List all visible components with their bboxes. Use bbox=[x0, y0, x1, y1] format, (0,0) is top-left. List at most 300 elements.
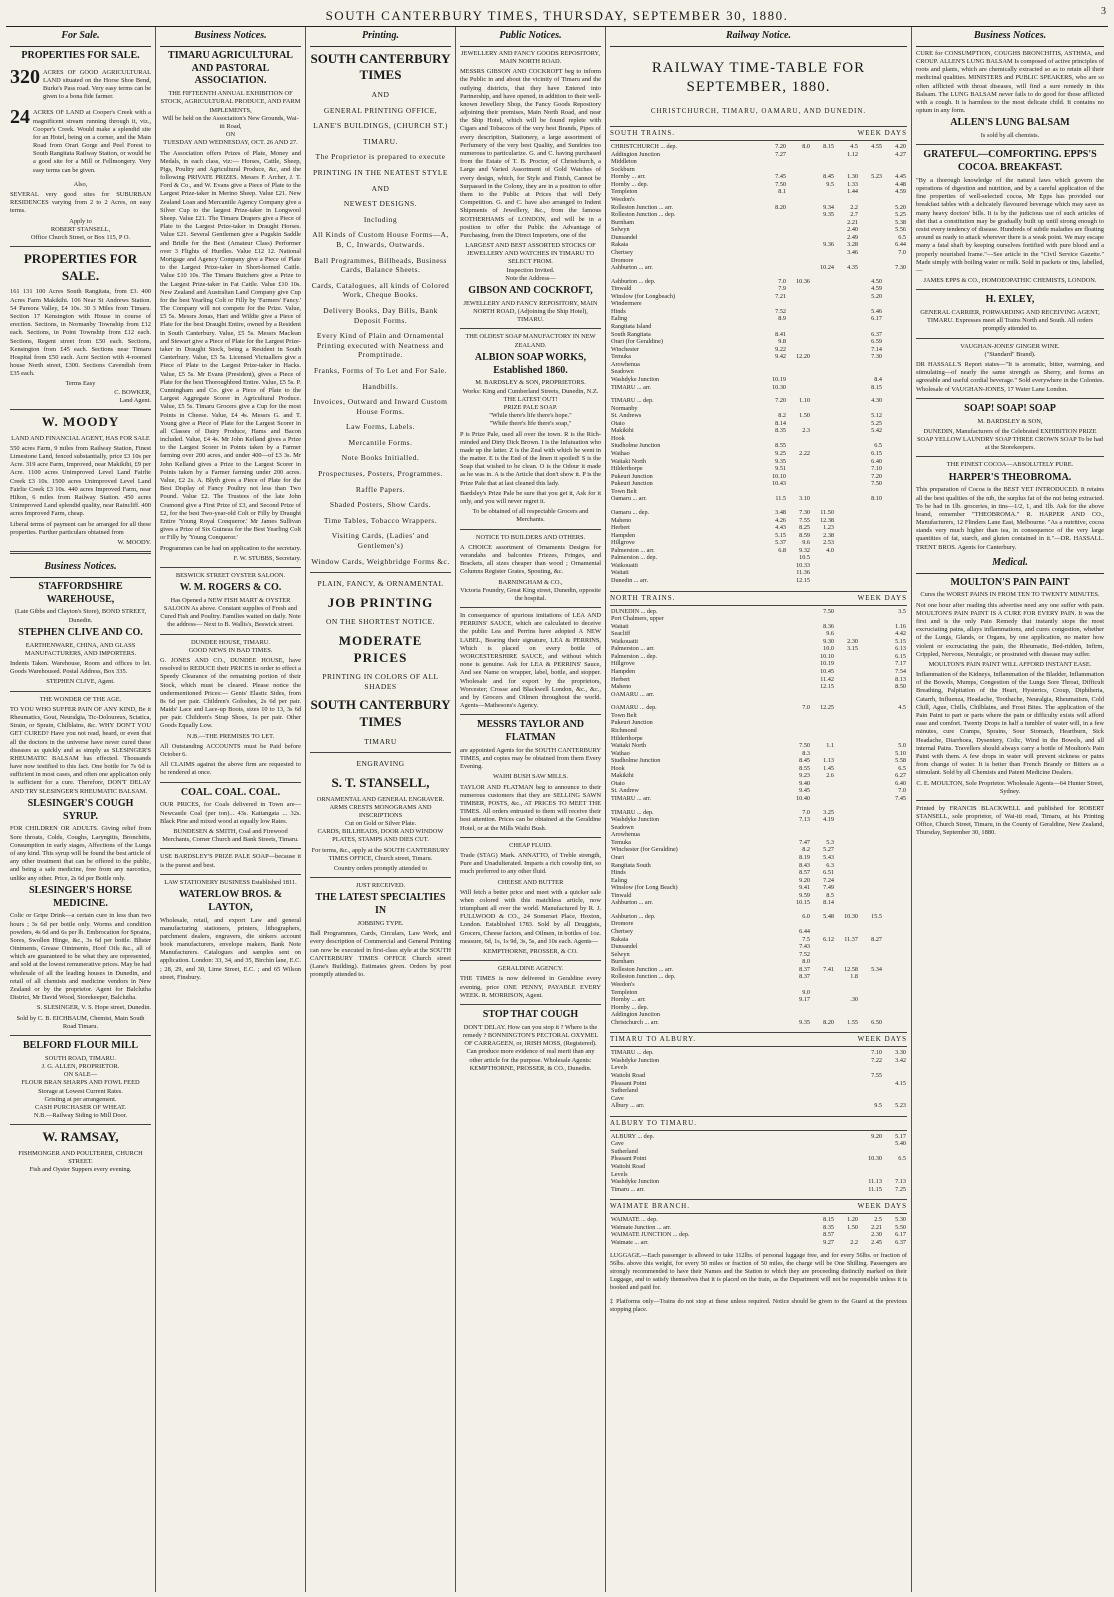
barningham-address: Victoria Foundry, Great King street, Dunedin, opposite the hospital. bbox=[460, 586, 601, 602]
train-time: 7.9 bbox=[778, 285, 786, 293]
train-time bbox=[883, 412, 907, 420]
train-time bbox=[835, 691, 859, 699]
train-time bbox=[787, 241, 811, 249]
train-time bbox=[883, 285, 907, 293]
train-time bbox=[835, 660, 859, 668]
train-time: 4.19 bbox=[823, 816, 834, 824]
timetable-row bbox=[610, 735, 907, 743]
train-time: 2.45 bbox=[871, 1238, 882, 1246]
train-time bbox=[859, 1095, 883, 1103]
column-public-notices bbox=[456, 27, 606, 1592]
timetable-row bbox=[610, 420, 907, 428]
train-time bbox=[763, 368, 787, 376]
train-time: 2.53 bbox=[823, 539, 834, 547]
train-time: 9.23 bbox=[799, 772, 810, 780]
train-time bbox=[787, 653, 811, 661]
printing-item: All Kinds of Custom House Forms—A, B, C, Inwards, Outwards. bbox=[312, 230, 449, 249]
train-time: 1.45 bbox=[823, 764, 834, 772]
timetable-row bbox=[610, 691, 907, 699]
train-time bbox=[835, 308, 859, 316]
station-name: Rakaia bbox=[611, 241, 629, 249]
train-time bbox=[763, 577, 787, 585]
latest-specialties: THE LATEST SPECIALTIES IN bbox=[315, 892, 446, 917]
train-time bbox=[883, 869, 907, 877]
train-time bbox=[835, 384, 859, 392]
printing-item: Shaded Posters, Show Cards. bbox=[329, 500, 432, 510]
agri-schedule: Programmes can be had on application to the secretary. bbox=[160, 544, 302, 552]
train-time bbox=[883, 532, 907, 540]
timetable-row bbox=[610, 143, 907, 151]
train-time: 8.9 bbox=[778, 315, 786, 323]
train-time bbox=[835, 757, 859, 765]
timetable-row bbox=[610, 488, 907, 496]
train-time: 5.23 bbox=[871, 173, 882, 181]
train-time: 8.27 bbox=[871, 935, 882, 943]
train-time: 10.36 bbox=[796, 277, 810, 285]
train-time: 6.37 bbox=[895, 1238, 906, 1246]
train-time: 7.49 bbox=[823, 884, 834, 892]
train-time: 6.44 bbox=[895, 241, 906, 249]
train-time bbox=[859, 750, 883, 758]
timetable-row bbox=[610, 1224, 907, 1232]
train-time bbox=[859, 884, 883, 892]
train-time bbox=[883, 1019, 907, 1027]
train-time bbox=[811, 831, 835, 839]
train-time bbox=[859, 862, 883, 870]
train-time bbox=[787, 920, 811, 928]
train-time bbox=[859, 892, 883, 900]
train-time: 6.17 bbox=[895, 1231, 906, 1239]
train-time bbox=[883, 712, 907, 720]
cards-label: CARDS, BILLHEADS, DOOR AND WINDOW PLATES, STAMPS AND DIES CUT. bbox=[317, 828, 444, 844]
train-time bbox=[811, 996, 835, 1004]
belford-proprietor: J. G. ALLEN, PROPRIETOR. bbox=[41, 1062, 120, 1070]
train-time: 7.30 bbox=[871, 353, 882, 361]
train-time bbox=[859, 735, 883, 743]
train-time bbox=[835, 772, 859, 780]
timetable-row bbox=[610, 668, 907, 676]
station-name: Otaio bbox=[611, 419, 625, 427]
train-time bbox=[787, 331, 811, 339]
moulton-text: Not one hour after reading this advertise need any one suffer with pain. MOULTON'S PAIN PAINT IS A CURE FOR EVERY PAIN. It was the first and is the only Pain Remedy that instantly stops the most excruciating pains, allays inflammations, and cures congestion, whether of the Lungs, Glands, or Organs, by one application, no matter how violent or excruciating the pain, the Rheumatic, Bed-ridden, Infirm, Crippled, Nervous, Neuralgic, or prostrated with disease may suffer. bbox=[916, 601, 1104, 658]
train-time bbox=[787, 300, 811, 308]
train-time: 4.26 bbox=[775, 516, 786, 524]
train-time bbox=[859, 719, 883, 727]
train-time bbox=[835, 315, 859, 323]
train-time bbox=[835, 787, 859, 795]
train-time bbox=[835, 346, 859, 354]
train-time: 5.58 bbox=[895, 757, 906, 765]
gristing: Gristing at per arrangement. bbox=[44, 1095, 117, 1103]
station-name: TIMARU ... arr. bbox=[611, 383, 652, 391]
train-time: 4.20 bbox=[895, 143, 906, 151]
station-name: Rakaia bbox=[611, 935, 629, 943]
train-time: 7.10 bbox=[871, 1049, 882, 1057]
moody-list: 550 acres Farm, 9 miles from Railway Station, Finest Limestone Land, fenced substantially, price £3 10s per Acre. 319 acre Farm, Improved, near Makikihi, £9 per Acre. 1100 acres Unimproved Level Land Fairlie Creek £3 10s. 1500 acres Unimproved Level Land Fairlie Creek £3 10s. 440 acres Improved Farm, near Hilton, 6 miles from Railway Station. 450 acres Unimproved Land splendid quality, near Raincliff. 400 acres Improved Farm, cheap. bbox=[10, 444, 151, 518]
train-time: 2.3 bbox=[802, 427, 810, 435]
train-time: 7.0 bbox=[802, 704, 810, 712]
train-time bbox=[835, 488, 859, 496]
station-name: Town Belt bbox=[611, 487, 637, 495]
train-time bbox=[835, 300, 859, 308]
timetable-row bbox=[610, 226, 907, 234]
timetable-row bbox=[610, 204, 907, 212]
train-time bbox=[859, 615, 883, 623]
theobroma-heading: HARPER'S THEOBROMA. bbox=[948, 471, 1072, 483]
station-name: Waitati bbox=[611, 622, 629, 630]
train-time bbox=[811, 465, 835, 473]
station-name: Studholme Junction bbox=[611, 757, 661, 765]
timetable-row bbox=[610, 293, 907, 301]
train-time bbox=[883, 1064, 907, 1072]
taylor-text: are appointed Agents for the SOUTH CANTERBURY TIMES, and copies may be obtained from them Every Evening. bbox=[460, 746, 601, 771]
timetable-row bbox=[610, 361, 907, 369]
train-time bbox=[811, 943, 835, 951]
train-time bbox=[859, 554, 883, 562]
station-name: South Rangitata bbox=[611, 330, 651, 338]
train-time bbox=[859, 1064, 883, 1072]
jewellery-heading: JEWELLERY AND FANCY GOODS REPOSITORY, MAIN NORTH ROAD. bbox=[461, 49, 600, 65]
timetable-row bbox=[610, 608, 907, 616]
train-time: 9.41 bbox=[799, 884, 810, 892]
train-time: 9.34 bbox=[823, 203, 834, 211]
train-time: 4.5 bbox=[898, 704, 906, 712]
train-time bbox=[859, 869, 883, 877]
timetable-row bbox=[610, 727, 907, 735]
train-time bbox=[835, 884, 859, 892]
train-time: 8.15 bbox=[823, 1216, 834, 1224]
train-time: 5.10 bbox=[895, 749, 906, 757]
train-time: 12.15 bbox=[820, 683, 834, 691]
train-time: 4.50 bbox=[871, 277, 882, 285]
train-time: 7.13 bbox=[799, 816, 810, 824]
train-time: 3.15 bbox=[847, 645, 858, 653]
train-time bbox=[859, 151, 883, 159]
flag-note: ‡ Platforms only—Trains do not stop at these unless required. Notice should be given to the Guard at the previous stopping place. bbox=[610, 1298, 907, 1314]
prepared-label: The Proprietor is prepared to execute bbox=[315, 152, 446, 162]
station-name: St. Andrew bbox=[611, 787, 639, 795]
moody-signature: W. MOODY. bbox=[117, 538, 151, 546]
train-time: 7.20 bbox=[871, 472, 882, 480]
column-business-notices-2 bbox=[912, 27, 1108, 1592]
train-time: 1.12 bbox=[847, 150, 858, 158]
column-head-printing: Printing. bbox=[310, 27, 451, 47]
train-time bbox=[811, 353, 835, 361]
agent-address: Office Church Street, or Box 115, P O. bbox=[30, 233, 131, 241]
timetable-row bbox=[610, 899, 907, 907]
station-name: OAMARU ... arr. bbox=[611, 690, 655, 698]
train-time: 10.10 bbox=[772, 472, 786, 480]
train-time: 11.13 bbox=[868, 1178, 882, 1186]
north-trains-header bbox=[610, 591, 907, 606]
timetable-row bbox=[610, 877, 907, 885]
station-name: Hook bbox=[611, 434, 625, 442]
station-name: Hinds bbox=[611, 869, 626, 877]
train-time bbox=[859, 547, 883, 555]
column-head-business: Business Notices. bbox=[160, 27, 301, 47]
train-time bbox=[835, 450, 859, 458]
timetable-row bbox=[610, 1019, 907, 1027]
timetable-row bbox=[610, 257, 907, 265]
train-time: 9.6 bbox=[826, 630, 834, 638]
station-name: Levels bbox=[611, 1064, 628, 1072]
train-time: 10.30 bbox=[844, 912, 858, 920]
train-time bbox=[883, 166, 907, 174]
train-time: 8.55 bbox=[799, 764, 810, 772]
station-name: Timaru ... arr. bbox=[611, 1185, 645, 1193]
train-time: 6.44 bbox=[799, 928, 810, 936]
station-name: TIMARU ... dep. bbox=[611, 397, 654, 405]
train-time bbox=[883, 981, 907, 989]
train-time bbox=[883, 1163, 907, 1171]
station-name: TIMARU ... dep. bbox=[611, 808, 654, 816]
train-time bbox=[883, 562, 907, 570]
train-time: 6.12 bbox=[823, 935, 834, 943]
train-time: 7.55 bbox=[799, 516, 810, 524]
station-name: Dunsandel bbox=[611, 233, 638, 241]
timetable-row bbox=[610, 285, 907, 293]
station-name: Winchester (for Geraldine) bbox=[611, 846, 678, 854]
station-name: Middleton bbox=[611, 158, 637, 166]
agri-heading: TIMARU AGRICULTURAL AND PASTORAL ASSOCIATION. bbox=[168, 49, 293, 87]
timetable-row bbox=[610, 427, 907, 435]
timetable-row bbox=[610, 577, 907, 585]
clive-text: Indents Taken. Warehouse, Room and offices to let. Goods Warehoused. Postal Address, Box 335. bbox=[10, 660, 151, 676]
train-time: 7.50 bbox=[823, 607, 834, 615]
printing-item: Raffle Papers. bbox=[355, 484, 406, 494]
train-time: 6.5 bbox=[874, 442, 882, 450]
builders-text: A CHOICE assortment of Ornaments Designs for verandahs and balconies Friezes, Fringes, and Brackets, all sizes cheaper than wood ; Ornamental Columns Register Grates, Spouting, &c. bbox=[460, 543, 601, 576]
train-time bbox=[859, 517, 883, 525]
columns bbox=[6, 27, 1108, 1592]
train-time bbox=[883, 1171, 907, 1179]
train-time bbox=[811, 958, 835, 966]
train-time bbox=[835, 981, 859, 989]
timetable-row bbox=[610, 397, 907, 405]
engraving-label: ENGRAVING bbox=[356, 759, 405, 769]
train-time bbox=[835, 809, 859, 817]
train-time bbox=[883, 943, 907, 951]
train-time bbox=[787, 638, 811, 646]
soap-heading: THE OLDEST SOAP MANUFACTORY IN NEW ZEALAND. bbox=[465, 333, 596, 349]
train-time: 8.45 bbox=[823, 173, 834, 181]
train-time bbox=[811, 554, 835, 562]
train-time bbox=[835, 338, 859, 346]
train-time: 9.20 bbox=[799, 876, 810, 884]
on-sale-items: FLOUR BRAN SHARPS AND FOWL FEED bbox=[21, 1079, 140, 1087]
train-time bbox=[859, 509, 883, 517]
train-time bbox=[859, 623, 883, 631]
train-time bbox=[883, 1072, 907, 1080]
train-time bbox=[835, 892, 859, 900]
train-time bbox=[811, 562, 835, 570]
train-time bbox=[787, 1004, 811, 1012]
timetable-row bbox=[610, 1163, 907, 1171]
jobbing-text: Ball Programmes, Cards, Circulars, Law Work, and every description of Commercial and General Printing can now be executed in first-class style at the SOUTH CANTERBURY TIMES OFFICE Church street (Lane's Building). Estimates given. Orders by post promptly attended to. bbox=[310, 930, 451, 979]
train-time: 8.37 bbox=[799, 973, 810, 981]
train-time bbox=[859, 795, 883, 803]
train-time bbox=[883, 615, 907, 623]
lanes-label: LANE'S BUILDINGS, (CHURCH ST.) bbox=[313, 121, 448, 131]
train-time: 9.51 bbox=[775, 465, 786, 473]
train-time bbox=[859, 653, 883, 661]
station-name: Ealing bbox=[611, 876, 628, 884]
train-time bbox=[835, 653, 859, 661]
train-time bbox=[835, 951, 859, 959]
train-time bbox=[883, 338, 907, 346]
page-number: 3 bbox=[1101, 6, 1106, 17]
train-time bbox=[883, 577, 907, 585]
south-trains-label: SOUTH TRAINS. bbox=[610, 129, 675, 138]
lot-text: ACRES OF GOOD AGRICULTURAL LAND situated on the Horse Shoe Bend, Burke's Pass road. Very easy terms can be given to a bona fide farmer. bbox=[43, 68, 151, 101]
timetable-row bbox=[610, 1102, 907, 1110]
timetable-row bbox=[610, 465, 907, 473]
train-time bbox=[883, 936, 907, 944]
train-time: 10.5 bbox=[799, 554, 810, 562]
train-time bbox=[811, 458, 835, 466]
train-time bbox=[883, 719, 907, 727]
train-time bbox=[811, 293, 835, 301]
train-time bbox=[859, 435, 883, 443]
train-time bbox=[811, 346, 835, 354]
station-name: Waihao bbox=[611, 450, 630, 458]
train-time bbox=[763, 166, 787, 174]
train-time bbox=[859, 854, 883, 862]
train-time: 12.38 bbox=[820, 516, 834, 524]
station-name: Maheno bbox=[611, 683, 632, 691]
train-time bbox=[883, 368, 907, 376]
train-time bbox=[811, 249, 835, 257]
station-name: Rolleston Junction ... arr. bbox=[611, 965, 674, 973]
train-time: 11.50 bbox=[820, 508, 834, 516]
train-time bbox=[763, 226, 787, 234]
train-time bbox=[859, 204, 883, 212]
train-time bbox=[835, 196, 859, 204]
station-name: Winslow (for Long Beach) bbox=[611, 884, 678, 892]
gpo-label: GENERAL PRINTING OFFICE, bbox=[323, 105, 438, 115]
timetable-row bbox=[610, 323, 907, 331]
train-time bbox=[835, 742, 859, 750]
train-time: 8.0 bbox=[802, 958, 810, 966]
train-time bbox=[835, 824, 859, 832]
agri-text: The Association offers Prizes of Plate, Money and Medals, in each class, viz:— Horses, Cattle, Sheep, Pigs, Poultry and Agricultural Produce, &c, and the following PRIVATE PRIZES. Messrs F. Archer, J. T. Ford & Co., and W. Evans give a Piece of Plate to the Largest Prize-taker in Merino Sheep. Value £21. New Zealand Loan and Mercantile Agency Company give a Silver Cup to the largest Prize-taker in Longwool Sheep. Value £21. The Timaru Drapers give a Piece of Plate to the Largest Prize-taker in Draught Horses. Value £21. Several Gentlemen give a Pugskin Saddle and Bridle for the Best (Amateur Class) Performer over 3 Flights of Hurdles. Value £12 12. National Mortgage and Agency Company give a Piece of Plate to the Largest Prize-taker in Short-horned Cattle. Value £10 10s. The Timaru Butchers give a Prize to the Largest Prize-taker in Fat Cattle. Value £10 10s. New Zealand and Australian Land Company give Cup for the best Yearling Colt or Filly by 'Farmers' Fancy.' The Company will not compete for the Prize. Value, £5 5s. Messrs Jonas, Hart and Wildie give a Piece of Plate for the best Draught Entire, owned by a Resident in South Canterbury. Value, £5 5s. Messrs Maclean and Stewart give a Piece of Plate for the Largest Prize-taker in Draught Stock, being a Resident in South Canterbury. Value, £5 5s. Licensed Victuallers give a Piece of Plate to the Largest Prize-taker in Hacks. Value, £5 5s. Mr Evans (President), gives a Piece of Plate for the best Thoroughbred Entire. Value, £5 5s. P. Cunningham and Co. give a Piece of Plate to the Largest Aggregate Scorer in Agricultural Produce. Value, £5 5s. Timaru Grocers give a Cup for the most Points in Cheese. Value, £4 4s. Messrs G. and T. Young give a Piece of Plate for the Largest Scorer in all Classes of Dairy Produce, Hams and Bacon included. Value, £4 4s. Mr John Kelland gives a Prize to the Largest Scorer in Points taken by a Farmer farming over 200 acres, and under 400—of £3 3s. Mr John Kelland gives a Prize to the Largest Scorer in Points taken by a Farmer farming under 200 acres. Value, £2 2s. A. Blyth gives a Piece of Plate for the Best Display of Fancy Poultry not less than Two Pound. Value £2. The Trustees of the late John Cramond give a First Prize of £3, and Second Prize of £2, for the best Two-year-old Colt or Filly by Draught Entire 'Young Royal Conqueror.' Mr James Sullivan gives a Prize of Six Guineas for the Best Yearling Colt or Filly by 'Young Conqueror.' bbox=[160, 149, 301, 542]
train-time: 5.43 bbox=[823, 853, 834, 861]
station-name: Waikouaiti bbox=[611, 561, 638, 569]
train-time bbox=[859, 683, 883, 691]
train-time: 6.15 bbox=[895, 652, 906, 660]
train-time bbox=[835, 442, 859, 450]
timetable-row bbox=[610, 981, 907, 989]
train-time bbox=[883, 397, 907, 405]
train-time bbox=[859, 539, 883, 547]
train-time bbox=[859, 323, 883, 331]
train-time: 9.35 bbox=[775, 457, 786, 465]
train-time bbox=[883, 473, 907, 481]
station-name: Winslow (for Longbeach) bbox=[611, 292, 676, 300]
week-days-label: WEEK DAYS bbox=[857, 1202, 907, 1211]
train-time: 8.15 bbox=[871, 383, 882, 391]
train-time: 2.38 bbox=[823, 531, 834, 539]
train-time: 5.56 bbox=[895, 226, 906, 234]
train-time bbox=[883, 427, 907, 435]
station-name: Weedon's bbox=[611, 196, 635, 204]
train-time: 3.42 bbox=[895, 1056, 906, 1064]
train-time bbox=[883, 384, 907, 392]
train-time bbox=[859, 524, 883, 532]
train-time bbox=[835, 524, 859, 532]
rogers-heading: W. M. ROGERS & CO. bbox=[179, 582, 282, 594]
station-name: Arowhenua bbox=[611, 360, 640, 368]
column-printing bbox=[306, 27, 456, 1592]
train-time: 10.30 bbox=[868, 1155, 882, 1163]
station-name: Cave bbox=[611, 1094, 624, 1102]
station-name: Hornby ... arr. bbox=[611, 173, 646, 181]
timetable-row bbox=[610, 839, 907, 847]
waimate-header bbox=[610, 1199, 907, 1214]
train-time bbox=[787, 151, 811, 159]
timetable-row bbox=[610, 547, 907, 555]
train-time: 1.33 bbox=[847, 180, 858, 188]
timetable-row bbox=[610, 569, 907, 577]
train-time bbox=[763, 361, 787, 369]
train-time: 9.6 bbox=[802, 539, 810, 547]
station-name: Pukeuri Junction bbox=[611, 472, 653, 480]
train-time bbox=[787, 420, 811, 428]
train-time bbox=[883, 966, 907, 974]
timetable-row bbox=[610, 458, 907, 466]
timetable-row bbox=[610, 219, 907, 227]
train-time bbox=[859, 809, 883, 817]
timetable-row bbox=[610, 211, 907, 219]
train-time bbox=[859, 920, 883, 928]
train-time: 6.50 bbox=[871, 1018, 882, 1026]
train-time bbox=[811, 615, 835, 623]
train-time bbox=[811, 951, 835, 959]
train-time: 7.0 bbox=[802, 808, 810, 816]
train-time bbox=[787, 285, 811, 293]
timetable-row bbox=[610, 1178, 907, 1186]
station-name: Herbert bbox=[611, 675, 630, 683]
train-time: 6.13 bbox=[895, 645, 906, 653]
train-time bbox=[859, 241, 883, 249]
train-time: 3.48 bbox=[775, 508, 786, 516]
train-time bbox=[787, 727, 811, 735]
train-time bbox=[859, 742, 883, 750]
train-time: 9.42 bbox=[775, 353, 786, 361]
train-time bbox=[835, 862, 859, 870]
timetable-row bbox=[610, 996, 907, 1004]
train-time bbox=[883, 1011, 907, 1019]
train-time: 2.5 bbox=[874, 1216, 882, 1224]
station-name: TIMARU ... dep. bbox=[611, 1049, 654, 1057]
train-time: 7.43 bbox=[799, 943, 810, 951]
agri-date: TUESDAY AND WEDNESDAY, OCT. 26 AND 27. bbox=[163, 139, 298, 147]
train-time bbox=[883, 376, 907, 384]
station-name: Tinwald bbox=[611, 285, 632, 293]
station-name: Selwyn bbox=[611, 226, 630, 234]
train-time bbox=[859, 562, 883, 570]
train-time bbox=[859, 368, 883, 376]
albion-heading: ALBION SOAP WORKS, Established 1860. bbox=[474, 351, 587, 376]
train-time bbox=[835, 376, 859, 384]
north-trains-label: NORTH TRAINS. bbox=[610, 593, 676, 602]
train-time: 5.48 bbox=[823, 912, 834, 920]
station-name: Seacliff bbox=[611, 630, 631, 638]
printing-item: Time Tables, Tobacco Wrappers. bbox=[323, 515, 438, 525]
timetable-row bbox=[610, 473, 907, 481]
station-name: Rolleston Junction ... dep. bbox=[611, 973, 676, 981]
train-time bbox=[883, 435, 907, 443]
